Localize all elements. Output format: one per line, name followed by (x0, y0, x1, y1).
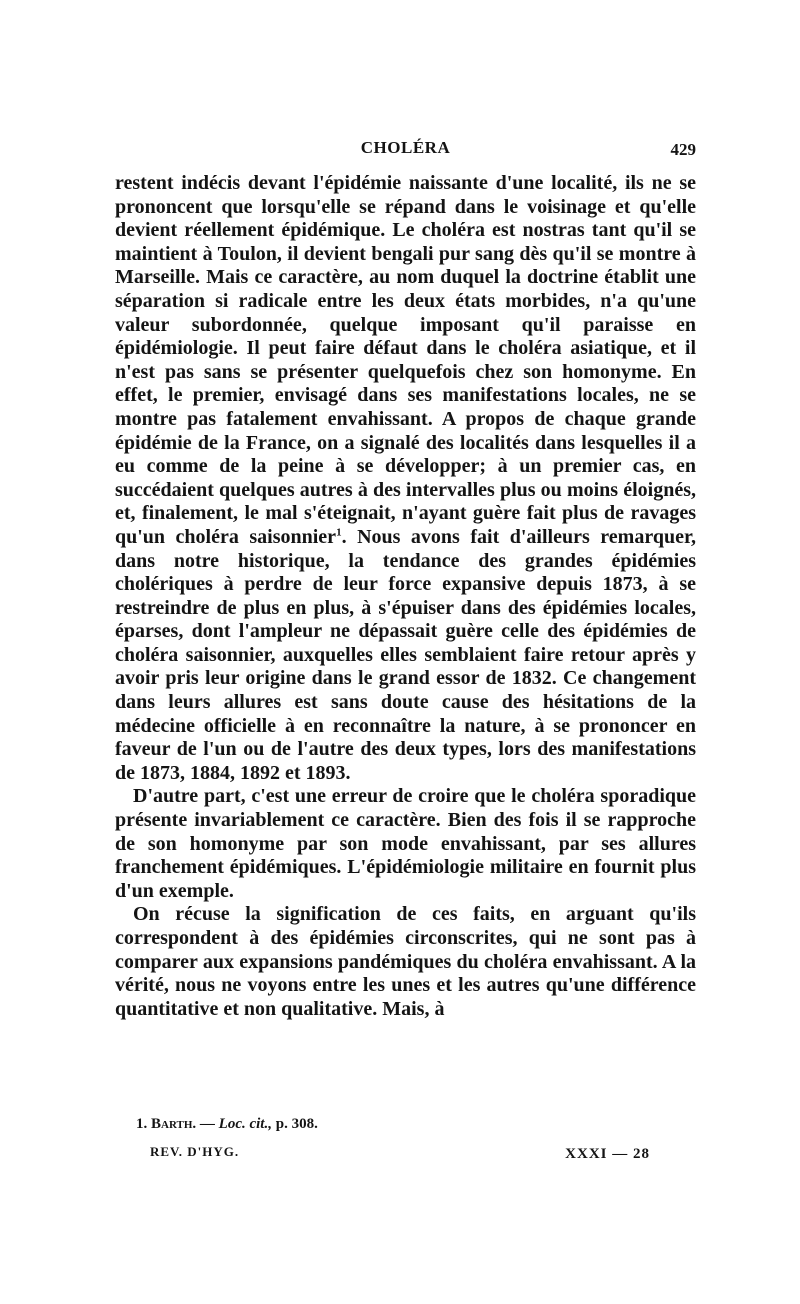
footnote-marker: 1 (336, 526, 342, 539)
body-text (115, 172, 696, 1021)
paragraph-1 (115, 172, 696, 785)
footnote-reference: Loc. cit., (218, 1116, 272, 1132)
footnote-page: p. 308. (275, 1116, 318, 1132)
footnote (136, 1116, 318, 1133)
footnote-dash: — (199, 1116, 215, 1132)
paragraph-1-text-b: . Nous avons fait d'ailleurs remarquer, dans notre historique, la tendance des grandes épidémies cholériques à perdre de leur force expansive depuis 1873, à se restreindre de plus en plus, à s'épuiser dans des épidémies locales, éparses, dont l'ampleur ne dépassait guère celle des épidémies de choléra saisonnier, auxquelles elles semblaient faire retour après y avoir pris leur origine dans le grand essor de 1832. Ce changement dans leurs allures est sans doute cause des hésitations de la médecine officielle à en reconnaître la nature, à se prononcer en faveur de l'un ou de l'autre des deux types, lors des manifestations de 1873, 1884, 1892 et 1893. (115, 525, 696, 784)
paragraph-1-text-a: restent indécis devant l'épidémie naissante d'une localité, ils ne se prononcent que lorsqu'elle se répand dans le voisinage et qu'elle devient réellement épidémique. Le choléra est nostras tant qu'il se maintient à Toulon, il devient bengali pur sang dès qu'il se montre à Marseille. Mais ce caractère, au nom duquel la doctrine établit une séparation si radicale entre les deux états morbides, n'a qu'une valeur subordonnée, quelque imposant qu'il paraisse en épidémiologie. Il peut faire défaut dans le choléra asiatique, et il n'est pas sans se présenter quelquefois chez son homonyme. En effet, le premier, envisagé dans ses manifestations locales, ne se montre pas fatalement envahissant. A propos de chaque grande épidémie de la France, on a signalé des localités dans lesquelles il a eu comme de la peine à se développer; à un premier cas, en succédaient quelques autres à des intervalles plus ou moins éloignés, et, finalement, le mal s'éteignait, n'ayant guère fait plus de ravages qu'un choléra saisonnier (115, 172, 696, 548)
paragraph-3: On récuse la signification de ces faits, en arguant qu'ils correspondent à des épidémies circonscrites, qui ne sont pas à comparer aux expansions pandémiques du choléra envahissant. A la vérité, nous ne voyons entre les unes et les autres qu'une différence quantitative et non qualitative. Mais, à (115, 903, 696, 1020)
page-number: 429 (670, 140, 696, 159)
running-title: CHOLÉRA (360, 138, 451, 157)
volume-signature: XXXI — 28 (565, 1146, 650, 1162)
printer-signature (150, 1144, 650, 1164)
footnote-number: 1. (136, 1116, 148, 1132)
footnote-author: Barth. (151, 1116, 197, 1132)
journal-signature: REV. D'HYG. (150, 1144, 240, 1159)
paragraph-2: D'autre part, c'est une erreur de croire que le choléra sporadique présente invariablement ce caractère. Bien des fois il se rapproche de son homonyme par son mode envahissant, par ses allures franchement épidémiques. L'épidémiologie militaire en fournit plus d'un exemple. (115, 785, 696, 902)
running-header (115, 138, 696, 162)
